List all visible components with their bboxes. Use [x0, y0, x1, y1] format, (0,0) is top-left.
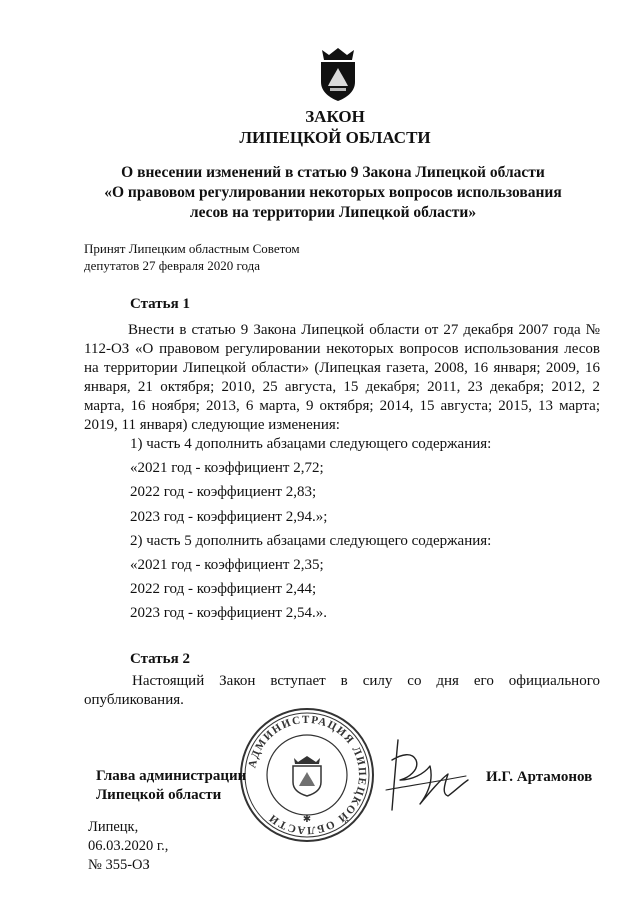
subject-line1: О внесении изменений в статью 9 Закона Липецкой области	[121, 164, 545, 181]
svg-text:✱: ✱	[302, 814, 312, 825]
subject-line2: «О правовом регулировании некоторых вопросов использования	[104, 184, 562, 201]
article2-text: Настоящий Закон вступает в силу со дня его официального опубликования.	[84, 673, 600, 708]
article1-item: 2) часть 5 дополнить абзацами следующего содержания:	[130, 533, 492, 549]
article1-item: «2021 год - коэффициент 2,72;	[130, 460, 324, 476]
law-title-line1: ЗАКОН	[305, 107, 365, 126]
law-title	[0, 106, 640, 148]
article1-item: 2022 год - коэффициент 2,83;	[130, 484, 317, 500]
seal-text: АДМИНИСТРАЦИЯ ЛИПЕЦКОЙ ОБЛАСТИ	[246, 713, 369, 837]
article1-item: «2021 год - коэффициент 2,35;	[130, 557, 324, 573]
official-seal-icon	[238, 706, 376, 844]
article1-item: 2022 год - коэффициент 2,44;	[130, 581, 317, 597]
coat-of-arms-icon	[316, 46, 360, 102]
city: Липецк,	[88, 819, 139, 835]
date: 06.03.2020 г.,	[88, 838, 169, 854]
law-number: № 355-ОЗ	[88, 857, 150, 873]
signatory-name: И.Г. Артамонов	[486, 769, 593, 785]
subject-line3: лесов на территории Липецкой области»	[189, 204, 477, 221]
article1-intro: Внести в статью 9 Закона Липецкой области от 27 декабря 2007 года № 112-ОЗ «О правовом регулировании некоторых вопросов использования лесов на территории Липецкой области» (Липецкая газета, 2008, 16 января; 2009, 16 января, 21 октября; 2010, 25 августа, 15 декабря; 2011, 23 декабря; 2012, 2 марта, 16 ноября; 2013, 6 марта, 9 октября; 2014, 15 августа; 2015, 13 марта; 2019, 11 января) следующие изменения:	[84, 322, 600, 433]
article1-item: 1) часть 4 дополнить абзацами следующего содержания:	[130, 436, 492, 452]
adoption-line1: Принят Липецким областным Советом	[84, 241, 300, 256]
article1-item: 2023 год - коэффициент 2,54.».	[130, 605, 327, 621]
place-date-number	[88, 818, 168, 875]
adoption-line2: депутатов 27 февраля 2020 года	[84, 258, 260, 273]
signatory-title-line1: Глава администрации	[96, 768, 247, 784]
law-subject	[0, 163, 640, 223]
handwritten-signature-icon	[378, 730, 476, 820]
article2-heading: Статья 2	[130, 651, 190, 667]
law-title-line2: ЛИПЕЦКОЙ ОБЛАСТИ	[239, 128, 431, 147]
adoption-note	[84, 240, 300, 274]
article1-item: 2023 год - коэффициент 2,94.»;	[130, 509, 328, 525]
signatory-title	[96, 767, 246, 805]
signatory-title-line2: Липецкой области	[96, 787, 222, 803]
article1-heading: Статья 1	[130, 296, 190, 312]
